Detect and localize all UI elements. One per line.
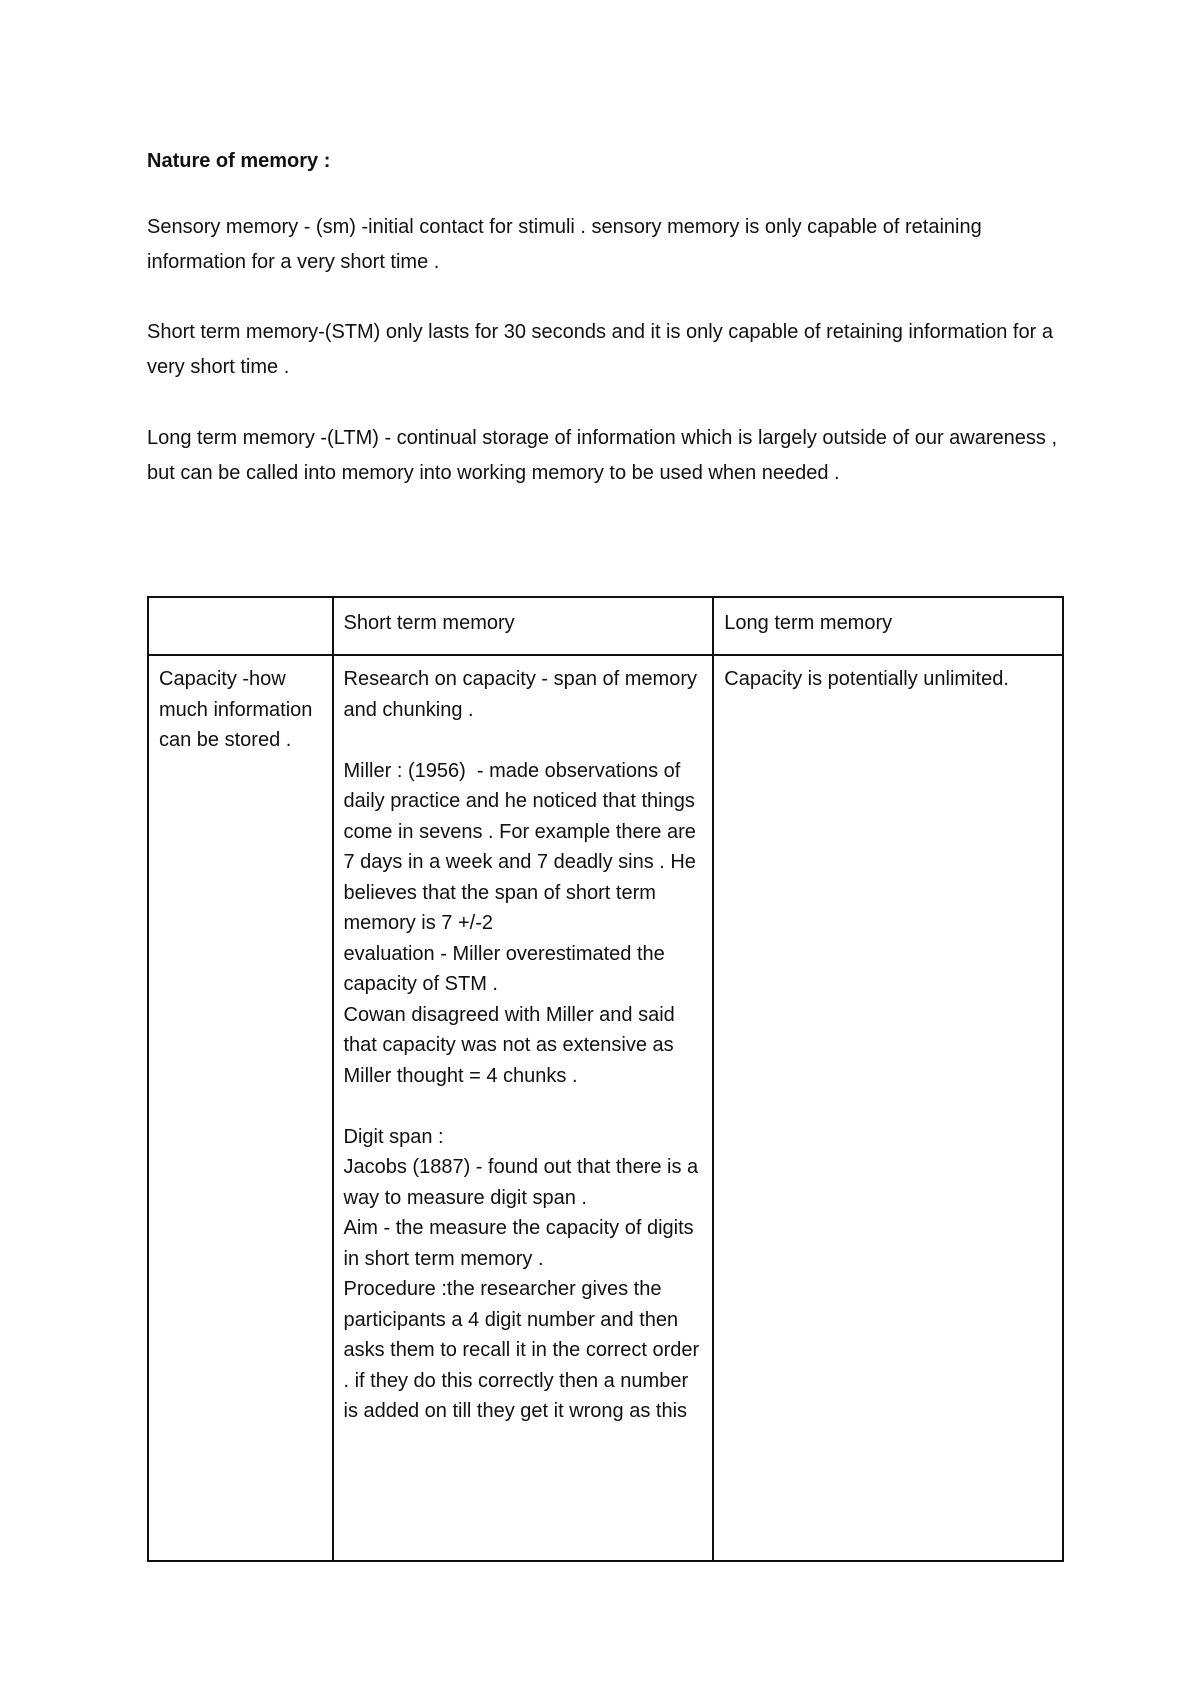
- table-header-cell-empty: [148, 597, 333, 655]
- stm-capacity-cell: [333, 655, 714, 1561]
- stm-spacer: [344, 725, 703, 756]
- paragraph-long-term-memory: Long term memory -(LTM) - continual storage of information which is largely outside of our awareness , but can be called into memory into working memory to be used when needed .: [147, 427, 1058, 484]
- stm-text-line: evaluation - Miller overestimated the capacity of STM .: [343, 942, 671, 995]
- memory-comparison-table: [147, 596, 1064, 1562]
- stm-text-line: Cowan disagreed with Miller and said that capacity was not as extensive as Miller thought = 4 chunks .: [343, 1003, 681, 1087]
- stm-text-line: Aim - the measure the capacity of digits in short term memory .: [343, 1217, 700, 1270]
- paragraph-sensory-memory: Sensory memory - (sm) -initial contact for stimuli . sensory memory is only capable of retaining information for a very short time .: [147, 216, 982, 273]
- paragraph-short-term-memory: Short term memory-(STM) only lasts for 30 seconds and it is only capable of retaining information for a very short time .: [147, 321, 1053, 378]
- stm-text-line: Jacobs (1887) - found out that there is a way to measure digit span .: [343, 1156, 704, 1209]
- table-header-long-term-memory: Long term memory: [713, 597, 1063, 655]
- stm-spacer: [344, 1091, 703, 1122]
- stm-text-line: Procedure :the researcher gives the participants a 4 digit number and then asks them to recall it in the correct order . if they do this correctly then a number is added on till they get it wrong as this: [343, 1278, 705, 1422]
- table-header-row: [148, 597, 1063, 655]
- stm-text-line: Miller : (1956) - made observations of daily practice and he noticed that things come in sevens . For example there are 7 days in a week and 7 deadly sins . He believes that the span of short term memory is 7 +/-2: [343, 759, 702, 934]
- stm-text-line: Research on capacity - span of memory and chunking .: [343, 668, 703, 721]
- ltm-capacity-cell: Capacity is potentially unlimited.: [713, 655, 1063, 1561]
- table-header-short-term-memory: Short term memory: [333, 597, 714, 655]
- row-label-capacity: Capacity -how much information can be stored .: [148, 655, 333, 1561]
- table-row-capacity: [148, 655, 1063, 1561]
- stm-text-line: Digit span :: [343, 1125, 444, 1148]
- page-heading: Nature of memory :: [147, 150, 331, 172]
